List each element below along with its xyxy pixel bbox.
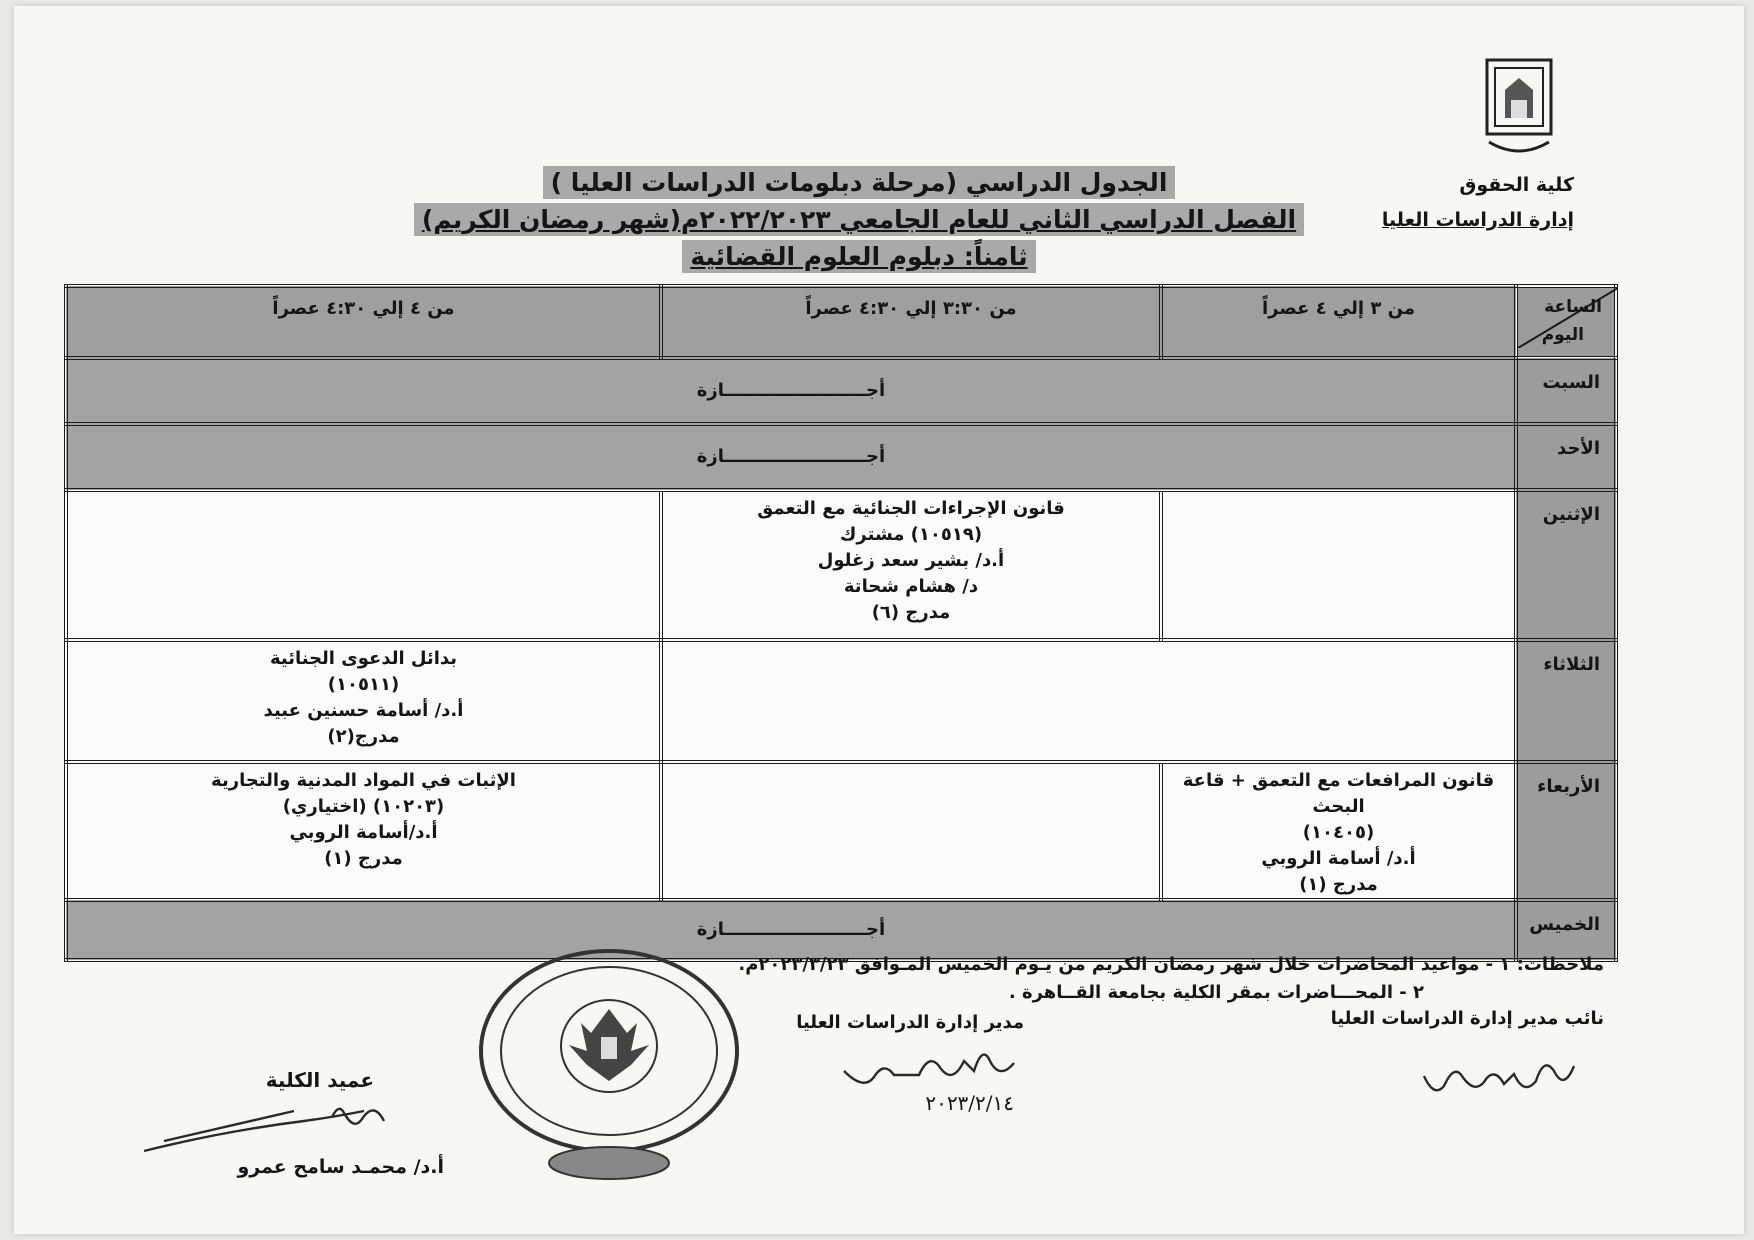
schedule-table-wrap [64, 284, 1614, 964]
wednesday-slot-2 [661, 762, 1161, 900]
tuesday-slots-1-2 [661, 640, 1516, 762]
corner-day-label: اليوم [1541, 325, 1584, 345]
monday-slot-2 [661, 490, 1161, 640]
wednesday-slot-3 [66, 762, 661, 900]
course-room: مدرج(٢) [327, 726, 400, 747]
corner-hour-label: الساعة [1544, 297, 1602, 317]
note-1: ملاحظات: ١ - مواعيد المحاضرات خلال شهر رمضان الكريم من يـوم الخميس المـوافق ٢٠٢٣/٣/٢٣م. [738, 954, 1604, 975]
course-room: مدرج (١) [324, 848, 403, 869]
course-room: مدرج (٦) [871, 602, 951, 623]
director-title: مدير إدارة الدراسات العليا [796, 1012, 1024, 1033]
official-seal [459, 941, 759, 1191]
deputy-signature [1404, 1046, 1584, 1106]
slot-header-3: من ٤ إلي ٤:٣٠ عصراً [66, 286, 661, 358]
course-professor: أ.د/ بشير سعد زغلول [817, 550, 1005, 571]
row-monday [66, 490, 1616, 640]
holiday-saturday: أجـــــــــــــــــــــــازة [66, 358, 1516, 424]
day-monday: الإثنين [1516, 490, 1616, 640]
slot-header-1: من ٣ إلي ٤ عصراً [1161, 286, 1516, 358]
course-name: بدائل الدعوى الجنائية [269, 648, 458, 669]
course-professor: أ.د/ أسامة حسنين عبيد [263, 700, 464, 721]
university-logo [1479, 56, 1559, 164]
slot-header-2: من ٣:٣٠ إلي ٤:٣٠ عصراً [661, 286, 1161, 358]
deputy-title: نائب مدير إدارة الدراسات العليا [1330, 1008, 1604, 1029]
title-line-1: الجدول الدراسي (مرحلة دبلومات الدراسات العليا ) [543, 166, 1176, 199]
day-sunday: الأحد [1516, 424, 1616, 490]
wednesday-slot-1 [1161, 762, 1516, 900]
course-professor-2: د/ هشام شحاتة [843, 576, 979, 597]
faculty-name: كلية الحقوق [1459, 174, 1574, 196]
admin-name: إدارة الدراسات العليا [1381, 209, 1574, 231]
notes-block [194, 951, 1604, 1007]
day-thursday: الخميس [1516, 900, 1616, 960]
header-row [66, 286, 1616, 358]
course-professor: أ.د/ أسامة الروبي [1261, 848, 1416, 869]
course-code: (١٠٥١٩) مشترك [839, 524, 983, 545]
logo-icon [1479, 56, 1559, 164]
row-wednesday [66, 762, 1616, 900]
course-name: قانون المرافعات مع التعمق + قاعة البحث [1182, 770, 1495, 817]
day-wednesday: الأربعاء [1516, 762, 1616, 900]
row-saturday [66, 358, 1616, 424]
course-code: (١٠٤٠٥) [1302, 822, 1375, 843]
course-professor: أ.د/أسامة الروبي [289, 822, 438, 843]
title-line-2: الفصل الدراسي الثاني للعام الجامعي ٢٠٢٢/٢٠٢٣م(شهر رمضان الكريم) [414, 203, 1304, 236]
note-2: ٢ - المحـــاضرات بمقر الكلية بجامعة القــاهرة . [1008, 982, 1424, 1003]
schedule-titles [354, 166, 1364, 277]
course-code: (١٠٥١١) [327, 674, 400, 695]
corner-cell [1516, 286, 1616, 358]
sign-date: ٢٠٢٣/٢/١٤ [925, 1091, 1014, 1115]
document-sheet [14, 6, 1744, 1234]
course-name: الإثبات في المواد المدنية والتجارية [211, 770, 516, 791]
title-line-3: ثامناً: دبلوم العلوم القضائية [682, 240, 1035, 273]
monday-slot-3 [66, 490, 661, 640]
dean-signature [134, 1091, 414, 1161]
dean-name: أ.د/ محمـد سامح عمرو [237, 1156, 444, 1178]
row-sunday [66, 424, 1616, 490]
holiday-sunday: أجـــــــــــــــــــــــازة [66, 424, 1516, 490]
day-tuesday: الثلاثاء [1516, 640, 1616, 762]
monday-slot-1 [1161, 490, 1516, 640]
schedule-table [64, 284, 1618, 962]
dean-title: عميد الكلية [265, 1068, 374, 1092]
course-name: قانون الإجراءات الجنائية مع التعمق [757, 498, 1065, 519]
row-tuesday [66, 640, 1616, 762]
holiday-thursday: أجـــــــــــــــــــــــازة [66, 900, 1516, 960]
director-signature [824, 1041, 1024, 1096]
tuesday-slot-3 [66, 640, 661, 762]
course-code: (١٠٢٠٣) (اختياري) [282, 796, 445, 817]
day-saturday: السبت [1516, 358, 1616, 424]
course-room: مدرج (١) [1299, 874, 1378, 895]
